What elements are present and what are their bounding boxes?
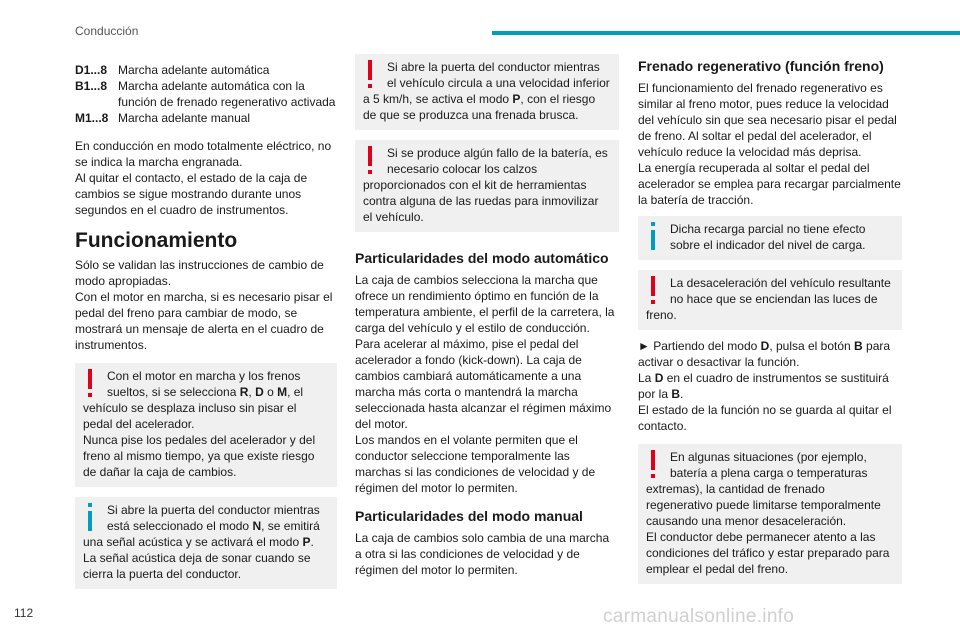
- paragraph: Con el motor en marcha, si es necesario pisar el pedal del freno para cambiar de modo, se mostrará un mensaje de alerta en el cuadro de instrumentos.: [75, 290, 333, 352]
- info-box: [75, 497, 337, 589]
- paragraph: En conducción en modo totalmente eléctrico, no se indica la marcha engranada.: [75, 139, 332, 169]
- paragraph: El funcionamiento del frenado regenerativo es similar al freno motor, pues reduce la velocidad del vehículo sin que sea necesario pisar el pedal de freno. Al soltar el pedal del acelerador, el vehículo reduce la velocidad más deprisa.: [638, 81, 897, 159]
- paragraph: Sólo se validan las instrucciones de cambio de modo apropiadas.: [75, 258, 324, 288]
- legend-desc: Marcha adelante automática con la función de frenado regenerativo activada: [118, 79, 336, 109]
- paragraph: El estado de la función no se guarda al quitar el contacto.: [638, 403, 892, 433]
- legend-row: [75, 62, 337, 78]
- column-middle: [355, 54, 619, 578]
- legend-code: M1...8: [75, 111, 109, 125]
- warning-icon: [363, 60, 377, 90]
- paragraph: La D en el cuadro de instrumentos se sustituirá por la B.: [638, 371, 889, 401]
- info-icon: [646, 222, 660, 252]
- section-heading: Frenado regenerativo (función freno): [638, 58, 884, 74]
- warning-box: [355, 54, 619, 130]
- header-accent-bar: [492, 31, 960, 35]
- page-number: 112: [14, 606, 34, 620]
- warning-icon: [83, 369, 97, 399]
- legend-desc: Marcha adelante automática: [118, 63, 270, 77]
- header-title: Conducción: [75, 24, 139, 38]
- legend-row: [75, 78, 337, 110]
- warning-text: El conductor debe permanecer atento a las condiciones del tráfico y estar preparado para emplear el pedal del freno.: [646, 530, 890, 576]
- info-text: Dicha recarga parcial no tiene efecto sobre el indicador del nivel de carga.: [670, 222, 866, 252]
- legend-code: D1...8: [75, 63, 108, 77]
- legend-desc: Marcha adelante manual: [118, 111, 251, 125]
- warning-box: [638, 444, 902, 584]
- info-box: [638, 216, 902, 260]
- paragraph: La caja de cambios solo cambia de una marcha a otra si las condiciones de velocidad y de régimen del motor lo permiten.: [355, 531, 610, 577]
- step-arrow-icon: ►: [638, 339, 650, 353]
- warning-icon: [646, 276, 660, 306]
- warning-text: En algunas situaciones (por ejemplo, batería a plena carga o temperaturas extremas), la cantidad de frenado regenerativo puede limitarse temporalmente causando una menor desaceleración.: [646, 450, 881, 528]
- paragraph: La caja de cambios selecciona la marcha que ofrece un rendimiento óptimo en función de la temperatura ambiente, el perfil de la carretera, la carga del vehículo y el estilo de conducción.: [355, 273, 615, 335]
- paragraph: Para acelerar al máximo, pise el pedal del acelerador a fondo (kick-down). La caja de cambios cambiará automáticamente a una marcha más corta o mantendrá la marcha seleccionada hasta alcanzar el régimen máximo del motor.: [355, 337, 612, 431]
- paragraph: Al quitar el contacto, el estado de la caja de cambios se sigue mostrando durante unos segundos en el cuadro de instrumentos.: [75, 171, 308, 217]
- column-right: [638, 56, 902, 584]
- paragraph: La energía recuperada al soltar el pedal del acelerador se emplea para recargar parcialmente la batería de tracción.: [638, 161, 901, 207]
- info-text: Si abre la puerta del conductor mientras está seleccionado el modo N, se emitirá una señal acústica y se activará el modo P. La señal acústica deja de sonar cuando se cierra la puerta del conductor.: [83, 503, 320, 581]
- warning-box: [355, 140, 619, 232]
- watermark: carmanualsonline.info: [603, 606, 795, 627]
- paragraph: Los mandos en el volante permiten que el conductor seleccione temporalmente las marchas si las condiciones de velocidad y de régimen del motor lo permiten.: [355, 433, 596, 495]
- section-heading: Particularidades del modo manual: [355, 508, 583, 524]
- warning-text: Si se produce algún fallo de la batería, es necesario colocar los calzos proporcionados con el kit de herramientas contra alguna de las ruedas para inmovilizar el vehículo.: [363, 146, 608, 224]
- warning-icon: [363, 146, 377, 176]
- warning-box: [75, 363, 337, 487]
- step-instruction: ► Partiendo del modo D, pulsa el botón B para activar o desactivar la función.: [638, 339, 891, 369]
- warning-text: Con el motor en marcha y los frenos sueltos, si se selecciona R, D o M, el vehículo se desplaza incluso sin pisar el pedal del acelerador.: [83, 369, 304, 431]
- warning-text: La desaceleración del vehículo resultante no hace que se enciendan las luces de freno.: [646, 276, 891, 322]
- section-heading: Funcionamiento: [75, 229, 238, 252]
- warning-text: Nunca pise los pedales del acelerador y del freno al mismo tiempo, ya que existe riesgo de dañar la caja de cambios.: [83, 433, 316, 479]
- gear-legend: [75, 62, 337, 126]
- warning-icon: [646, 450, 660, 480]
- column-left: [75, 62, 337, 589]
- info-icon: [83, 503, 97, 533]
- section-heading: Particularidades del modo automático: [355, 250, 609, 266]
- warning-text: Si abre la puerta del conductor mientras el vehículo circula a una velocidad inferior a 5 km/h, se activa el modo P, con el riesgo de que se produzca una frenada brusca.: [363, 60, 610, 122]
- legend-row: [75, 110, 337, 126]
- legend-code: B1...8: [75, 79, 108, 93]
- warning-box: [638, 270, 902, 330]
